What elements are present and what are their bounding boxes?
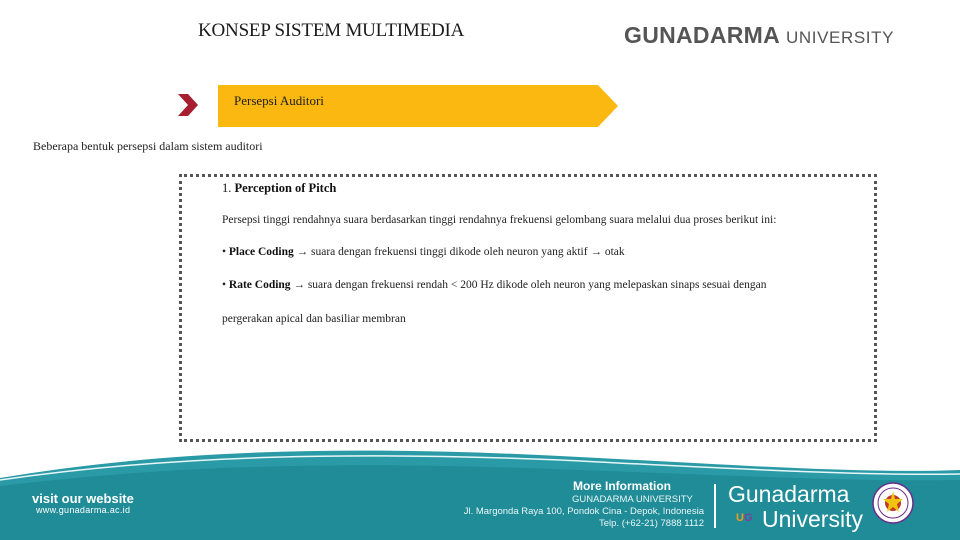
info-phone: Telp. (+62-21) 7888 1112 [598,518,704,529]
arrow-icon: → [293,279,305,291]
logo-name-line2: University [762,506,863,532]
description-line: Persepsi tinggi rendahnya suara berdasarkan tinggi rendahnya frekuensi gelombang suara melalui dua proses berikut ini: [222,214,777,226]
arrow-icon: → [296,246,309,258]
place-coding-end: otak [604,246,625,258]
visit-website-title: visit our website [32,491,134,506]
arrow-icon: → [590,246,602,258]
ug-logo-mark: UG [736,512,753,524]
deck-title: KONSEP SISTEM MULTIMEDIA [198,20,465,41]
info-organization: GUNADARMA UNIVERSITY [572,494,693,505]
section-label: Persepsi Auditori [234,93,324,108]
footer-divider [714,484,716,528]
point-number: 1. [222,181,232,195]
rate-coding-text: suara dengan frekuensi rendah < 200 Hz dikode oleh neuron yang melepaskan sinaps sesuai dengan [307,279,767,291]
list-item-place-coding [222,246,625,258]
bullet: • [222,279,227,291]
term-rate-coding: Rate Coding [228,279,291,291]
list-item-rate-coding [222,279,767,291]
bullet: • [222,246,227,258]
intro-text: Beberapa bentuk persepsi dalam sistem auditori [33,139,263,153]
point-heading [222,181,336,196]
rate-coding-continuation: pergerakan apical dan basiliar membran [222,313,406,325]
term-place-coding: Place Coding [228,246,294,258]
brand-suffix: UNIVERSITY [786,28,895,47]
brand-name: GUNADARMA [624,22,781,48]
more-info-title: More Information [573,479,671,493]
chevron-right-icon [176,94,200,116]
point-title: Perception of Pitch [234,181,337,195]
brand-wordmark [624,22,894,49]
info-address: Jl. Margonda Raya 100, Pondok Cina - Depok, Indonesia [463,506,704,517]
place-coding-text: suara dengan frekuensi tinggi dikode oleh neuron yang aktif [311,246,588,258]
logo-name-line1: Gunadarma [728,481,850,507]
website-link[interactable]: www.gunadarma.ac.id [36,505,131,515]
university-seal-icon [872,482,914,524]
